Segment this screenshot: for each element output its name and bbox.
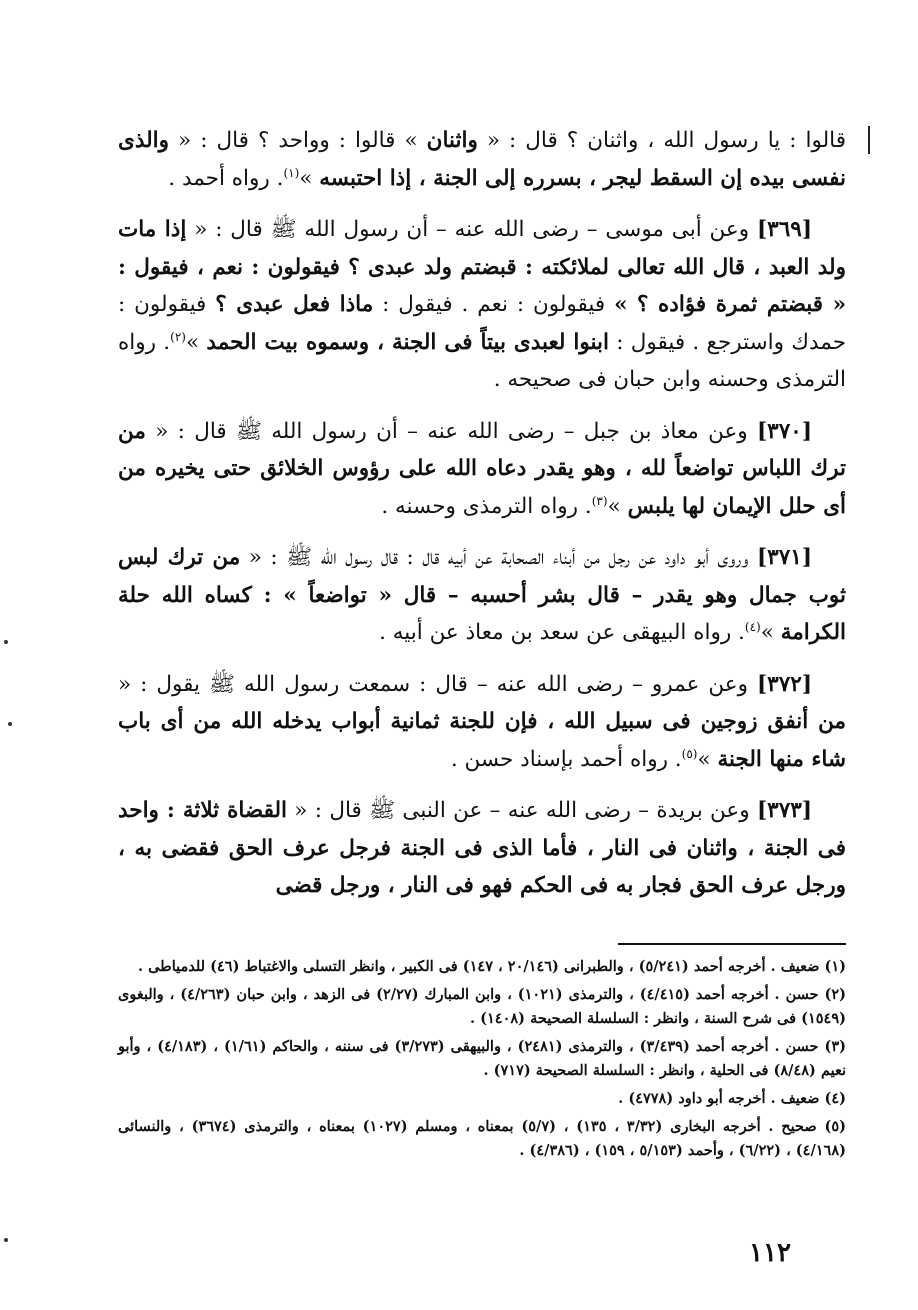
hadith-number: [٣٧٢] xyxy=(756,671,812,697)
footnote-1: (١) ضعيف . أخرجه أحمد (٥/٢٤١) ، والطبرانى (٢٠/١٤٦ ، ١٤٧) فى الكبير ، وانظر التسلى والاغتباط (٤٦) للدمياطى . xyxy=(137,958,846,975)
hadith-text: ابنوا لعبدى بيتاً فى الجنة ، وسموه بيت الحمد xyxy=(206,329,609,355)
footnote-4: (٤) ضعيف . أخرجه أبو داود (٤٧٧٨) . xyxy=(618,1090,846,1107)
paragraph-continuation xyxy=(118,122,846,197)
scan-speck xyxy=(4,640,8,644)
narration-text: » xyxy=(697,746,718,772)
hadith-369 xyxy=(118,211,846,399)
page-number: ١١٢ xyxy=(749,1238,791,1268)
footnote-separator xyxy=(618,943,846,945)
hadith-number: [٣٧٣] xyxy=(756,798,812,823)
narration-text: وعن أبى موسى – رضى الله عنه – أن رسول الله ﷺ قال : « xyxy=(186,217,757,242)
footnote-5: (٥) صحيح . أخرجه البخارى (٣/٣٢ ، ١٣٥) ، (٥/٧) بمعناه ، ومسلم (١٠٢٧) بمعناه ، والترمذى (٣٦٧٤) ، والنسائى (٤/١٦٨) ، (٦/٢٢) ، وأحمد (٥/١٥٣ ، ١٥٩) ، (٤/٣٨٦) . xyxy=(118,1118,846,1159)
narration-text: » قالوا : وواحد ؟ قال : « xyxy=(169,128,427,153)
narration-text: » xyxy=(760,620,781,645)
footnote-3: (٣) حسن . أخرجه أحمد (٣/٤٣٩) ، والترمذى (٢٤٨١) ، والبيهقى (٣/٢٧٣) فى سننه ، والحاكم (١/٦١) ، (٤/١٨٣) ، وأبو نعيم (٨/٤٨) فى الحلية ، وانظر : السلسلة الصحيحة (٧١٧) . xyxy=(118,1038,846,1079)
footnote-ref: (٥) xyxy=(681,746,698,761)
hadith-text: من أنفق زوجين فى سبيل الله ، فإن للجنة ثمانية أبواب يدخله الله من أى باب شاء منها الجنة xyxy=(118,709,846,772)
footnote-ref: (٤) xyxy=(744,619,761,634)
narration-text: » xyxy=(299,165,320,191)
hadith-number: [٣٧٠] xyxy=(756,418,812,444)
hadith-text: إذا مات ولد العبد ، قال الله تعالى لملائكته : قبضتم ولد عبدى ؟ فيقولون : نعم ، فيقول : « قبضتم ثمرة فؤاده ؟ » xyxy=(118,217,847,317)
scan-speck xyxy=(8,722,12,726)
narration-text: وعن بريدة – رضى الله عنه – عن النبى ﷺ قال : « xyxy=(286,798,757,823)
main-text xyxy=(118,122,846,919)
margin-mark xyxy=(868,126,870,154)
narration-text: قالوا : يا رسول الله ، واثنان ؟ قال : « xyxy=(477,128,846,153)
footnote-ref: (٢) xyxy=(170,329,186,344)
narration-text: وعن معاذ بن جبل – رضى الله عنه – أن رسول الله ﷺ قال : « xyxy=(145,418,757,444)
narration-text: . رواه الترمذى وحسنه . xyxy=(381,493,592,519)
hadith-text: والذى نفسى بيده إن السقط ليجر ، بسرره إلى الجنة ، إذا احتبسه xyxy=(118,128,846,191)
footnote-ref: (١) xyxy=(283,165,300,180)
hadith-text: ماذا فعل عبدى ؟ xyxy=(215,292,374,317)
hadith-372 xyxy=(118,666,846,779)
footnote-2: (٢) حسن . أخرجه أحمد (٤/٤١٥) ، والترمذى (١٠٢١) ، وابن المبارك (٢/٢٧) فى الزهد ، وابن حبان (٤/٢٦٣) ، والبغوى (١٥٤٩) فى شرح السنة ، وانظر : السلسلة الصحيحة (١٤٠٨) . xyxy=(118,986,847,1027)
hadith-text: من ترك لبس ثوب جمال وهو يقدر – قال بشر أحسبه – قال « تواضعاً » : كساه الله حلة الكرامة xyxy=(118,545,846,645)
narration-text: . رواه أحمد بإسناد حسن . xyxy=(450,746,682,772)
footnotes xyxy=(118,955,846,1167)
narration-text: . رواه البيهقى عن سعد بن معاذ عن أبيه . xyxy=(379,620,745,645)
hadith-371 xyxy=(118,539,846,652)
narration-text: » xyxy=(607,493,628,519)
hadith-text: من ترك اللباس تواضعاً لله ، وهو يقدر دعاه الله على رؤوس الخلائق حتى يخيره من أى حلل الإيمان لها يلبس xyxy=(118,418,846,519)
narration-text: فيقولون : نعم . فيقول : xyxy=(373,292,615,317)
hadith-number: [٣٧١] xyxy=(756,545,813,570)
narration-text: . رواه أحمد . xyxy=(168,165,284,191)
hadith-370 xyxy=(118,413,846,526)
scan-speck xyxy=(4,1238,8,1242)
narration-text: وعن عمرو – رضى الله عنه – قال : سمعت رسول الله ﷺ يقول : « xyxy=(118,671,757,697)
narration-text: . رواه الترمذى وحسنه وابن حبان فى صحيحه . xyxy=(118,329,846,392)
hadith-373 xyxy=(118,792,846,905)
hadith-text: القضاة ثلاثة : واحد فى الجنة ، واثنان فى النار ، فأما الذى فى الجنة فرجل عرف الحق فقضى به ، ورجل عرف الحق فجار به فى الحكم فهو فى النار ، ورجل قضى xyxy=(118,798,846,898)
hadith-number: [٣٦٩] xyxy=(756,217,812,242)
narration-text: وروى أبو داود عن رجل من أبناء الصحابة عن أبيه قال : قال رسول الله ﷺ : « xyxy=(240,545,757,570)
hadith-text: واثنان xyxy=(426,128,478,153)
narration-text: » xyxy=(185,329,207,355)
narration-text: فيقولون : حمدك واسترجع . فيقول : xyxy=(118,292,846,355)
footnote-ref: (٣) xyxy=(591,493,608,508)
